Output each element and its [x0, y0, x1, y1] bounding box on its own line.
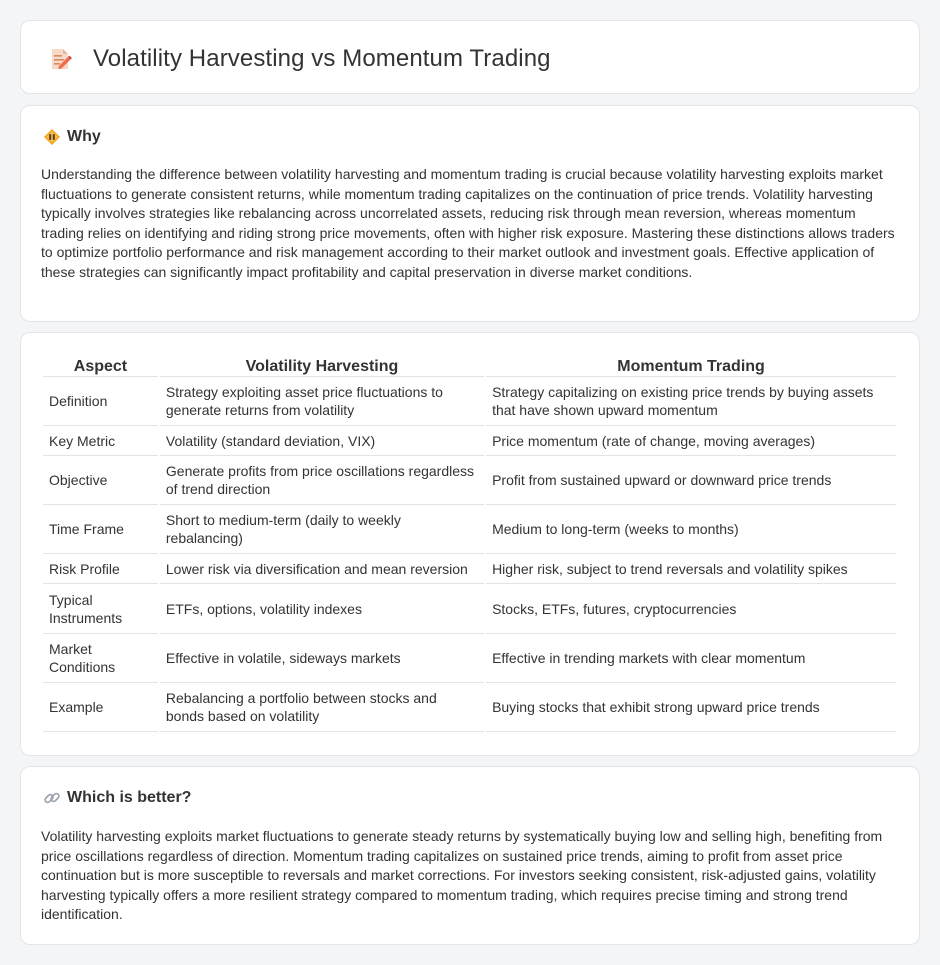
row-volatility-cell: Effective in volatile, sideways markets	[160, 634, 484, 683]
link-icon	[43, 789, 61, 807]
table-row	[43, 377, 896, 426]
row-aspect: Time Frame	[43, 505, 158, 554]
comparison-table	[41, 355, 898, 732]
why-text: Understanding the difference between volatility harvesting and momentum trading is crucial because volatility harvesting exploits market fluctuations to generate consistent returns, while momentum trading capitalizes on the continuation of price trends. Volatility harvesting typically involves strategies like rebalancing across uncorrelated assets, reducing risk through mean reversion, whereas momentum trading relies on identifying and riding strong price movements, often with higher risk exposure. Mastering these distinctions allows traders to optimize portfolio performance and risk management according to their market outlook and investment goals. Effective application of these strategies can significantly impact profitability and capital preservation in diverse market conditions.	[41, 166, 895, 280]
title-row	[47, 45, 551, 73]
table-row	[43, 634, 896, 683]
comparison-section	[20, 332, 920, 756]
table-row	[43, 505, 896, 554]
row-aspect: Example	[43, 683, 158, 732]
row-momentum-cell: Medium to long-term (weeks to months)	[486, 505, 896, 554]
column-header-momentum-trading: Momentum Trading	[486, 355, 896, 377]
page-title: Volatility Harvesting vs Momentum Trading	[93, 45, 551, 72]
row-momentum-cell: Strategy capitalizing on existing price trends by buying assets that have shown upward momentum	[486, 377, 896, 426]
why-section	[20, 105, 920, 322]
row-momentum-cell: Buying stocks that exhibit strong upward price trends	[486, 683, 896, 732]
edit-document-icon	[47, 46, 73, 72]
row-volatility-cell: Strategy exploiting asset price fluctuations to generate returns from volatility	[160, 377, 484, 426]
row-aspect: Objective	[43, 456, 158, 505]
row-aspect: Risk Profile	[43, 554, 158, 584]
title-card	[20, 20, 920, 94]
table-row	[43, 426, 896, 456]
table-row	[43, 683, 896, 732]
table-row	[43, 456, 896, 505]
row-momentum-cell: Effective in trending markets with clear momentum	[486, 634, 896, 683]
which-is-better-section	[20, 766, 920, 945]
column-header-volatility-harvesting: Volatility Harvesting	[160, 355, 484, 377]
row-aspect: Definition	[43, 377, 158, 426]
row-aspect: Key Metric	[43, 426, 158, 456]
column-header-aspect: Aspect	[43, 355, 158, 377]
table-row	[43, 554, 896, 584]
warning-diamond-icon	[43, 128, 61, 146]
row-momentum-cell: Stocks, ETFs, futures, cryptocurrencies	[486, 584, 896, 634]
row-volatility-cell: Short to medium-term (daily to weekly rebalancing)	[160, 505, 484, 554]
row-momentum-cell: Profit from sustained upward or downward price trends	[486, 456, 896, 505]
why-heading: Why	[67, 128, 101, 145]
row-volatility-cell: Lower risk via diversification and mean reversion	[160, 554, 484, 584]
better-text: Volatility harvesting exploits market fluctuations to generate steady returns by systematically buying low and selling high, benefiting from price oscillations regardless of direction. Momentum trading capitalizes on sustained price trends, aiming to profit from asset price continuation but is more susceptible to reversals and market corrections. For investors seeking consistent, risk-adjusted gains, volatility harvesting typically offers a more resilient strategy compared to momentum trading, which requires precise timing and strong trend identification.	[41, 828, 883, 923]
row-volatility-cell: Volatility (standard deviation, VIX)	[160, 426, 484, 456]
row-volatility-cell: ETFs, options, volatility indexes	[160, 584, 484, 634]
table-row	[43, 584, 896, 634]
better-heading-row	[43, 789, 191, 807]
row-aspect: Typical Instruments	[43, 584, 158, 634]
table-header-row	[43, 355, 896, 377]
why-heading-row	[43, 128, 101, 146]
row-momentum-cell: Price momentum (rate of change, moving averages)	[486, 426, 896, 456]
row-volatility-cell: Generate profits from price oscillations regardless of trend direction	[160, 456, 484, 505]
better-heading: Which is better?	[67, 789, 192, 806]
row-momentum-cell: Higher risk, subject to trend reversals and volatility spikes	[486, 554, 896, 584]
row-volatility-cell: Rebalancing a portfolio between stocks and bonds based on volatility	[160, 683, 484, 732]
row-aspect: Market Conditions	[43, 634, 158, 683]
